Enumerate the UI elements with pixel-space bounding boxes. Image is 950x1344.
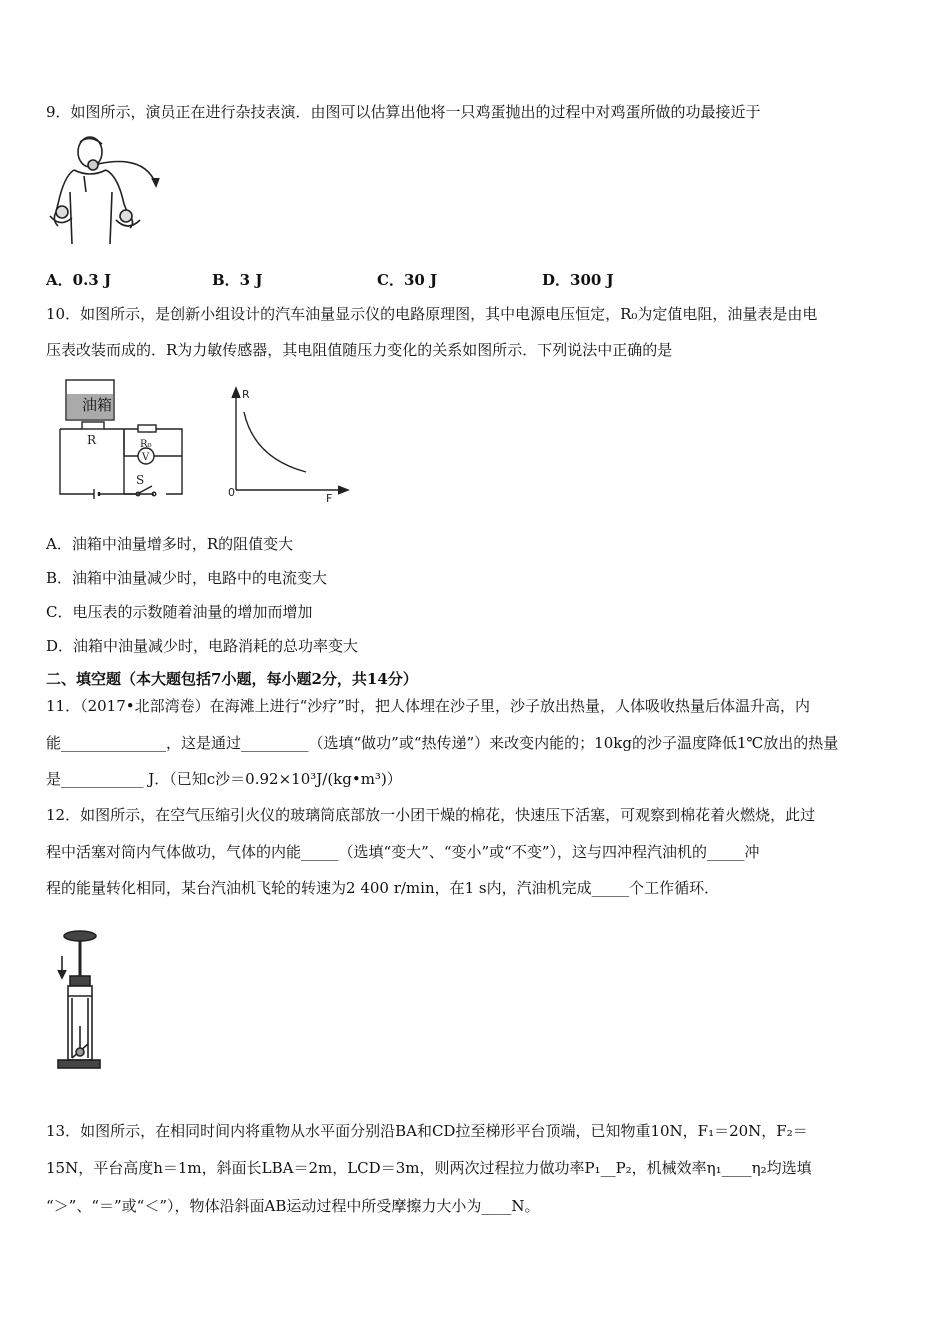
r-f-curve	[244, 412, 306, 472]
q11-line2: 能______________，这是通过_________（选填“做功”或“热传递”）来改变内能的；10kg的沙子温度降低1℃放出的热量	[46, 734, 839, 752]
juggler-figure	[44, 132, 166, 250]
resistor-r	[82, 422, 104, 429]
resistor-r0	[138, 425, 156, 432]
r-vs-f-graph	[224, 382, 354, 502]
q11-line1: 11．（2017•北部湾卷）在海滩上进行“沙疗”时，把人体埋在沙子里，沙子放出热量，人体吸收热量后体温升高，内	[46, 697, 810, 715]
q11-line3: 是___________ J．（已知c沙＝0.92×10³J/(kg•m³)）	[46, 770, 402, 788]
section-heading: 二、填空题（本大题包括7小题，每小题2分，共14分）	[46, 670, 418, 688]
q9-option-a: A．0.3 J	[46, 271, 112, 289]
r-label: R	[87, 433, 97, 447]
q13-line1: 13．如图所示，在相同时间内将重物从水平面分别沿BA和CD拉至梯形平台顶端，已知物重10N，F₁＝20N，F₂＝	[46, 1122, 808, 1140]
q10-option-a: A．油箱中油量增多时，R的阻值变大	[46, 535, 294, 553]
q9-option-c: C．30 J	[377, 271, 438, 289]
tank-label: 油箱	[82, 396, 113, 414]
graph-origin: 0	[228, 486, 235, 499]
q10-option-b: B．油箱中油量减少时，电路中的电流变大	[46, 569, 328, 587]
q10-stem-line2: 压表改装而成的．R为力敏传感器，其电阻值随压力变化的关系如图所示．下列说法中正确的是	[46, 341, 673, 359]
r0-label: R₀	[140, 439, 152, 450]
air-compression-igniter-figure	[50, 926, 106, 1076]
q9-stem: 9．如图所示，演员正在进行杂技表演．由图可以估算出他将一只鸡蛋抛出的过程中对鸡蛋所做的功最接近于	[46, 103, 761, 121]
q9-option-b: B．3 J	[212, 271, 263, 289]
q10-option-d: D．油箱中油量减少时，电路消耗的总功率变大	[46, 637, 359, 655]
q12-line3: 程的能量转化相同，某台汽油机飞轮的转速为2 400 r/min，在1 s内，汽油机完成_____个工作循环．	[46, 879, 720, 897]
q13-line3: “＞”、“＝”或“＜”），物体沿斜面AB运动过程中所受摩擦力大小为____N。	[46, 1197, 540, 1215]
q9-option-d: D．300 J	[542, 271, 614, 289]
q10-stem-line1: 10．如图所示，是创新小组设计的汽车油量显示仪的电路原理图，其中电源电压恒定，R₀为定值电阻，油量表是由电	[46, 305, 818, 323]
q12-line1: 12．如图所示，在空气压缩引火仪的玻璃筒底部放一小团干燥的棉花，快速压下活塞，可观察到棉花着火燃烧，此过	[46, 806, 816, 824]
q12-line2: 程中活塞对筒内气体做功，气体的内能_____（选填“变大”、“变小”或“不变”），这与四冲程汽油机的_____冲	[46, 843, 760, 861]
switch-label: S	[136, 473, 145, 487]
fuel-gauge-circuit	[54, 376, 194, 500]
q10-option-c: C．电压表的示数随着油量的增加而增加	[46, 603, 313, 621]
voltmeter-label: V	[142, 452, 150, 463]
graph-y-label: R	[242, 388, 250, 401]
q13-line2: 15N，平台高度h＝1m，斜面长LBA＝2m，LCD＝3m，则两次过程拉力做功率P₁__P₂，机械效率η₁____η₂均选填	[46, 1159, 812, 1177]
graph-x-label: F	[326, 492, 333, 502]
